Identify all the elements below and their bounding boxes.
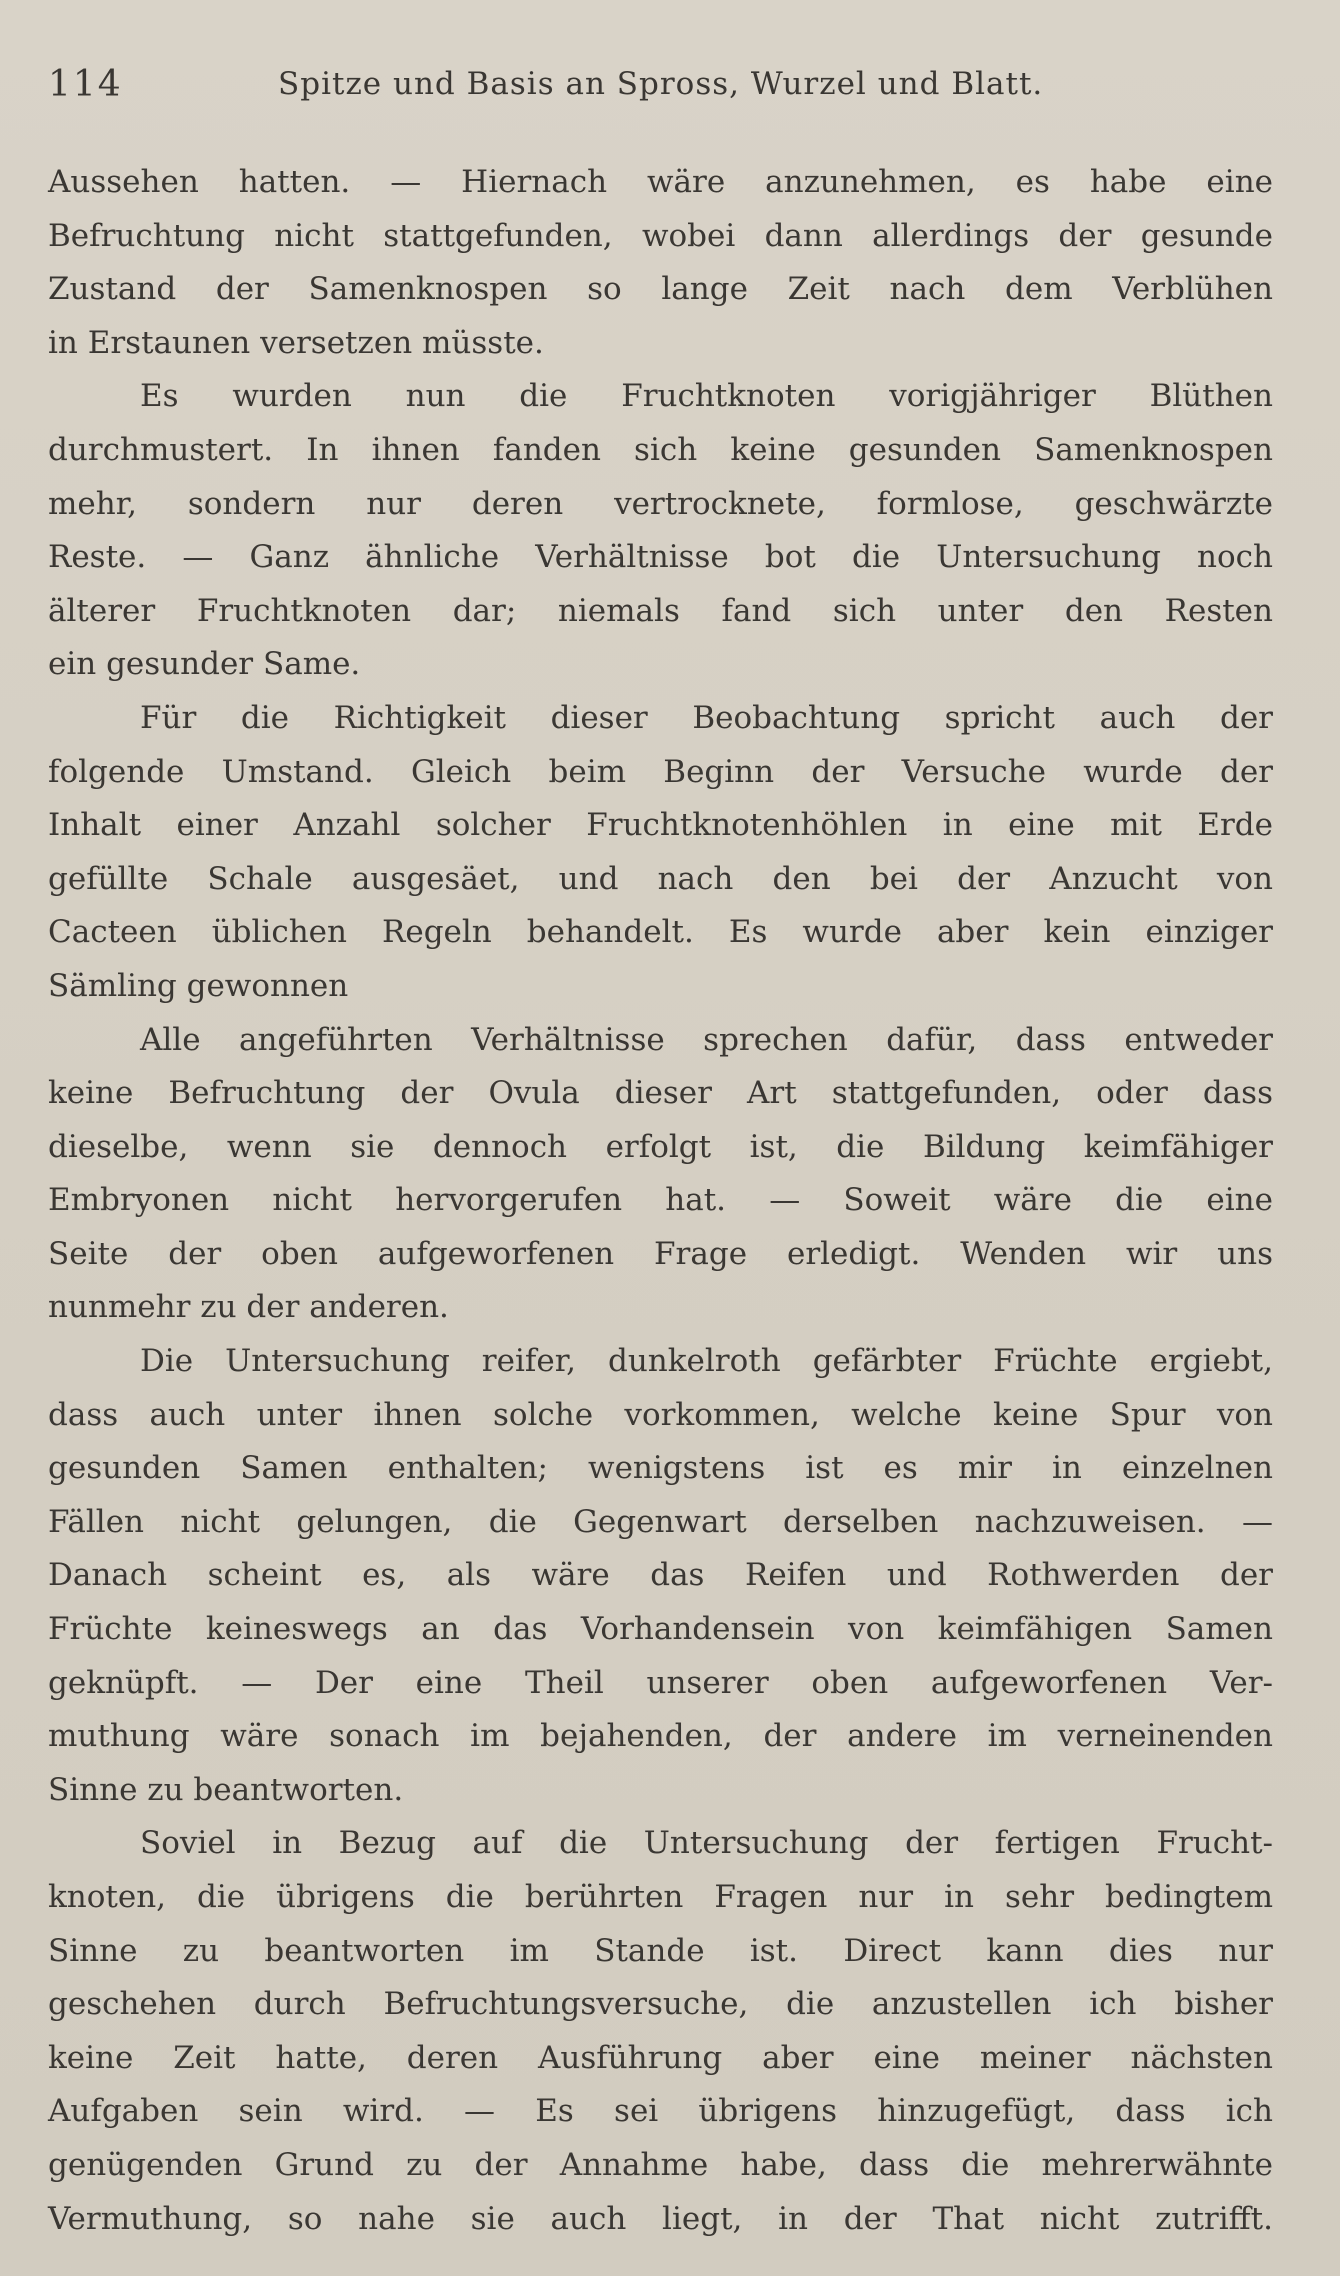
text-line: Aufgaben sein wird. — Es sei übrigens hinzugefügt, dass ich: [48, 2093, 1273, 2130]
text-line: dass auch unter ihnen solche vorkommen, welche keine Spur von: [48, 1396, 1273, 1433]
text-line: Seite der oben aufgeworfenen Frage erledigt. Wenden wir uns: [48, 1235, 1273, 1272]
paragraph-6: [48, 1817, 1273, 2246]
running-title: Spitze und Basis an Spross, Wurzel und Blatt.: [278, 66, 1044, 102]
page-number: 114: [48, 64, 123, 105]
text-line: Sinne zu beantworten im Stande ist. Direct kann dies nur: [48, 1932, 1273, 1969]
body-text: [48, 156, 1273, 2246]
text-line: Zustand der Samenknospen so lange Zeit nach dem Verblühen: [48, 271, 1273, 308]
paragraph-3: [48, 692, 1273, 1014]
text-line: Vermuthung, so nahe sie auch liegt, in der That nicht zutrifft.: [48, 2200, 1273, 2237]
text-line: knoten, die übrigens die berührten Fragen nur in sehr bedingtem: [48, 1879, 1273, 1915]
text-line: geknüpft. — Der eine Theil unserer oben aufgeworfenen Ver-: [48, 1664, 1273, 1701]
text-line: Inhalt einer Anzahl solcher Fruchtknotenhöhlen in eine mit Erde: [48, 807, 1273, 844]
text-line: durchmustert. In ihnen fanden sich keine gesunden Samenknospen: [48, 431, 1273, 468]
text-line: Cacteen üblichen Regeln behandelt. Es wurde aber kein einziger: [48, 914, 1273, 951]
text-line: gesunden Samen enthalten; wenigstens ist es mir in einzelnen: [48, 1450, 1273, 1487]
text-line: keine Befruchtung der Ovula dieser Art stattgefunden, oder dass: [48, 1075, 1273, 1112]
paragraph-4: [48, 1014, 1273, 1336]
text-line: Aussehen hatten. — Hiernach wäre anzunehmen, es habe eine: [48, 164, 1273, 200]
text-line: muthung wäre sonach im bejahenden, der andere im verneinenden: [48, 1718, 1273, 1755]
text-line: Embryonen nicht hervorgerufen hat. — Soweit wäre die eine: [48, 1182, 1273, 1219]
text-line: in Erstaunen versetzen müsste.: [48, 324, 544, 361]
text-line: keine Zeit hatte, deren Ausführung aber eine meiner nächsten: [48, 2039, 1273, 2076]
text-line: älterer Fruchtknoten dar; niemals fand sich unter den Resten: [48, 592, 1273, 629]
paragraph-5: [48, 1335, 1273, 1817]
text-line: Danach scheint es, als wäre das Reifen und Rothwerden der: [48, 1557, 1273, 1594]
running-header: [48, 64, 1273, 112]
text-line: Es wurden nun die Fruchtknoten vorigjähriger Blüthen: [140, 378, 1273, 415]
text-line: Fällen nicht gelungen, die Gegenwart derselben nachzuweisen. —: [48, 1503, 1273, 1540]
text-line: Früchte keineswegs an das Vorhandensein von keimfähigen Samen: [48, 1611, 1273, 1648]
text-line: ein gesunder Same.: [48, 646, 361, 683]
text-line: Sinne zu beantworten.: [48, 1771, 404, 1808]
text-line: Für die Richtigkeit dieser Beobachtung spricht auch der: [140, 699, 1273, 736]
text-line: genügenden Grund zu der Annahme habe, dass die mehrerwähnte: [48, 2146, 1273, 2183]
text-line: Die Untersuchung reifer, dunkelroth gefärbter Früchte ergiebt,: [140, 1343, 1273, 1380]
text-line: Soviel in Bezug auf die Untersuchung der fertigen Frucht-: [140, 1825, 1273, 1862]
text-line: dieselbe, wenn sie dennoch erfolgt ist, die Bildung keimfähiger: [48, 1128, 1273, 1165]
text-line: geschehen durch Befruchtungsversuche, die anzustellen ich bisher: [48, 1986, 1273, 2023]
paragraph-2: [48, 370, 1273, 692]
text-line: nunmehr zu der anderen.: [48, 1289, 449, 1326]
text-line: Reste. — Ganz ähnliche Verhältnisse bot die Untersuchung noch: [48, 539, 1273, 576]
paragraph-1: [48, 156, 1273, 370]
text-line: Alle angeführten Verhältnisse sprechen dafür, dass entweder: [140, 1021, 1273, 1058]
text-line: Befruchtung nicht stattgefunden, wobei dann allerdings der gesunde: [48, 217, 1273, 254]
text-line: folgende Umstand. Gleich beim Beginn der Versuche wurde der: [48, 753, 1273, 790]
text-line: gefüllte Schale ausgesäet, und nach den bei der Anzucht von: [48, 860, 1273, 897]
text-line: Sämling gewonnen: [48, 967, 349, 1004]
text-line: mehr, sondern nur deren vertrocknete, formlose, geschwärzte: [48, 485, 1273, 522]
